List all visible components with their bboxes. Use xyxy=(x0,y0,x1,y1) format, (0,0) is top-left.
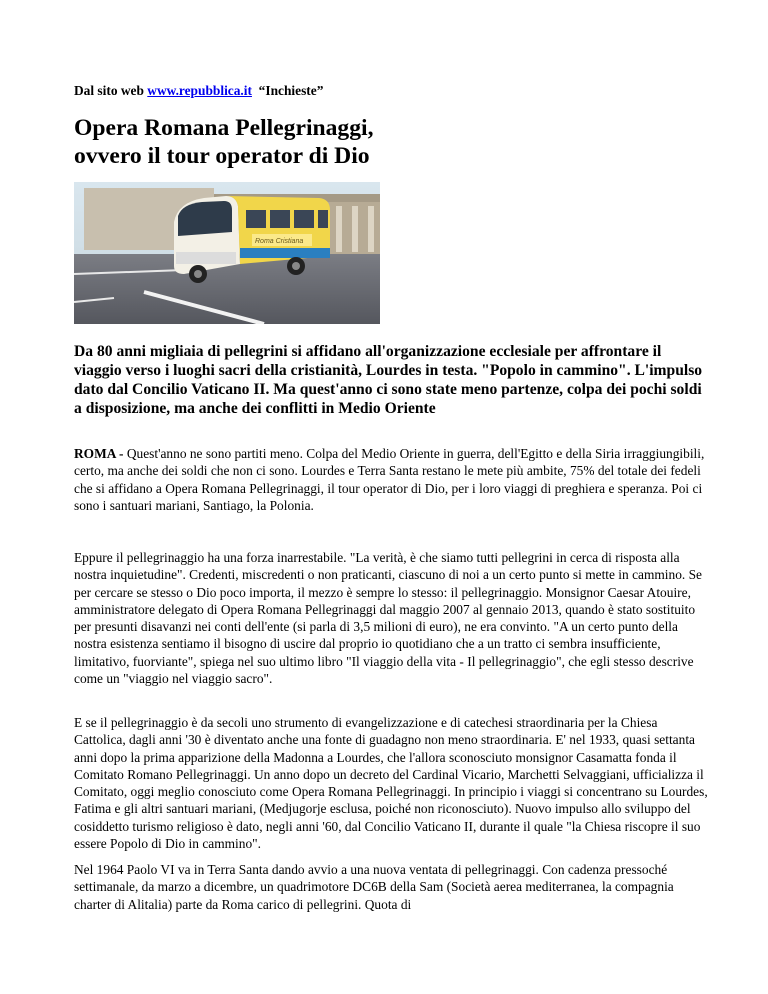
paragraph-1 xyxy=(74,445,710,514)
paragraph-3: E se il pellegrinaggio è da secoli uno strumento di evangelizzazione e di catechesi straordinaria per la Chiesa Cattolica, dagli anni '30 è diventato anche una fonte di guadagno non meno straordinaria. E' nel 1933, quasi settanta anni dopo la prima apparizione della Madonna a Lourdes, che l'allora sconosciuto monsignor Casamatta fonda il Comitato Romano Pellegrinaggi. Un anno dopo un decreto del Cardinal Vicario, Marchetti Selvaggiani, ufficializza il Comitato, oggi meglio conosciuto come Opera Romana Pellegrinaggi. In principio i viaggi si concentrano su Lourdes, Fatima e gli altri santuari mariani, (Medjugorje esclusa, poiché non riconosciuto). Nuovo impulso allo sviluppo del cosiddetto turismo religioso è dato, negli anni '60, dal Concilio Vaticano II, durante il quale "la Chiesa riscopre il suo essere Popolo di Dio in cammino". xyxy=(74,715,708,852)
article-photo xyxy=(74,182,380,324)
source-prefix: Dal sito web xyxy=(74,83,144,98)
title-line-2: ovvero il tour operator di Dio xyxy=(74,143,370,169)
paragraph-1-text: Quest'anno ne sono partiti meno. Colpa del Medio Oriente in guerra, dell'Egitto e della Siria irraggiungibili, certo, ma anche dei soldi che non ci sono. Lourdes e Terra Santa restano le mete più ambite, 75% del totale dei fedeli che si affidano a Opera Romana Pellegrinaggi, il tour operator di Dio, per i loro viaggi di preghiera e speranza. Poi ci sono i santuari mariani, Santiago, la Polonia. xyxy=(74,446,705,513)
title-line-1: Opera Romana Pellegrinaggi, xyxy=(74,115,374,141)
source-section: “Inchieste” xyxy=(258,83,324,98)
paragraph-2: Eppure il pellegrinaggio ha una forza inarrestabile. "La verità, è che siamo tutti pellegrini in cerca di risposta alla nostra inquietudine". Credenti, miscredenti o non praticanti, ciascuno di noi a un certo punto si mette in cammino. Se per cercare se stesso o Dio poco importa, il mezzo è sempre lo stesso: il pellegrinaggio. Monsignor Caesar Atouire, amministratore delegato di Opera Romana Pellegrinaggi dal maggio 2007 al gennaio 2013, quando è stato sostituito per presunti disavanzi nei conti dell'ente (si parla di 3,5 milioni di euro), ne era convinto. "A un certo punto della nostra esistenza sentiamo il bisogno di uscire dal proprio io quotidiano che a un tratto ci sembra insufficiente, limitativo, fuorviante", spiega nel suo ultimo libro "Il viaggio della vita - Il pellegrinaggio", che egli stesso descrive come un "viaggio nel viaggio sacro". xyxy=(74,550,702,687)
paragraph-4: Nel 1964 Paolo VI va in Terra Santa dando avvio a una nuova ventata di pellegrinaggi. Con cadenza pressoché settimanale, da marzo a dicembre, un quadrimotore DC6B della Sam (Società aerea mediterranea, la compagnia charter di Alitalia) parte da Roma carico di pellegrini. Quota di xyxy=(74,862,674,912)
bus-sign-text: Roma Cristiana xyxy=(255,238,304,245)
source-line xyxy=(74,83,323,99)
source-link[interactable]: www.repubblica.it xyxy=(147,83,252,98)
bus-photo-illustration xyxy=(74,182,380,324)
article-lead: Da 80 anni migliaia di pellegrini si affidano all'organizzazione ecclesiale per affrontare il viaggio verso i luoghi sacri della cristianità, Lourdes in testa. "Popolo in cammino". L'impulso dato dal Concilio Vaticano II. Ma quest'anno ci sono state meno partenze, colpa dei pochi soldi a disposizione, ma anche dei conflitti in Medio Oriente xyxy=(74,343,703,417)
dateline: ROMA - xyxy=(74,446,124,461)
article-title xyxy=(74,114,373,170)
